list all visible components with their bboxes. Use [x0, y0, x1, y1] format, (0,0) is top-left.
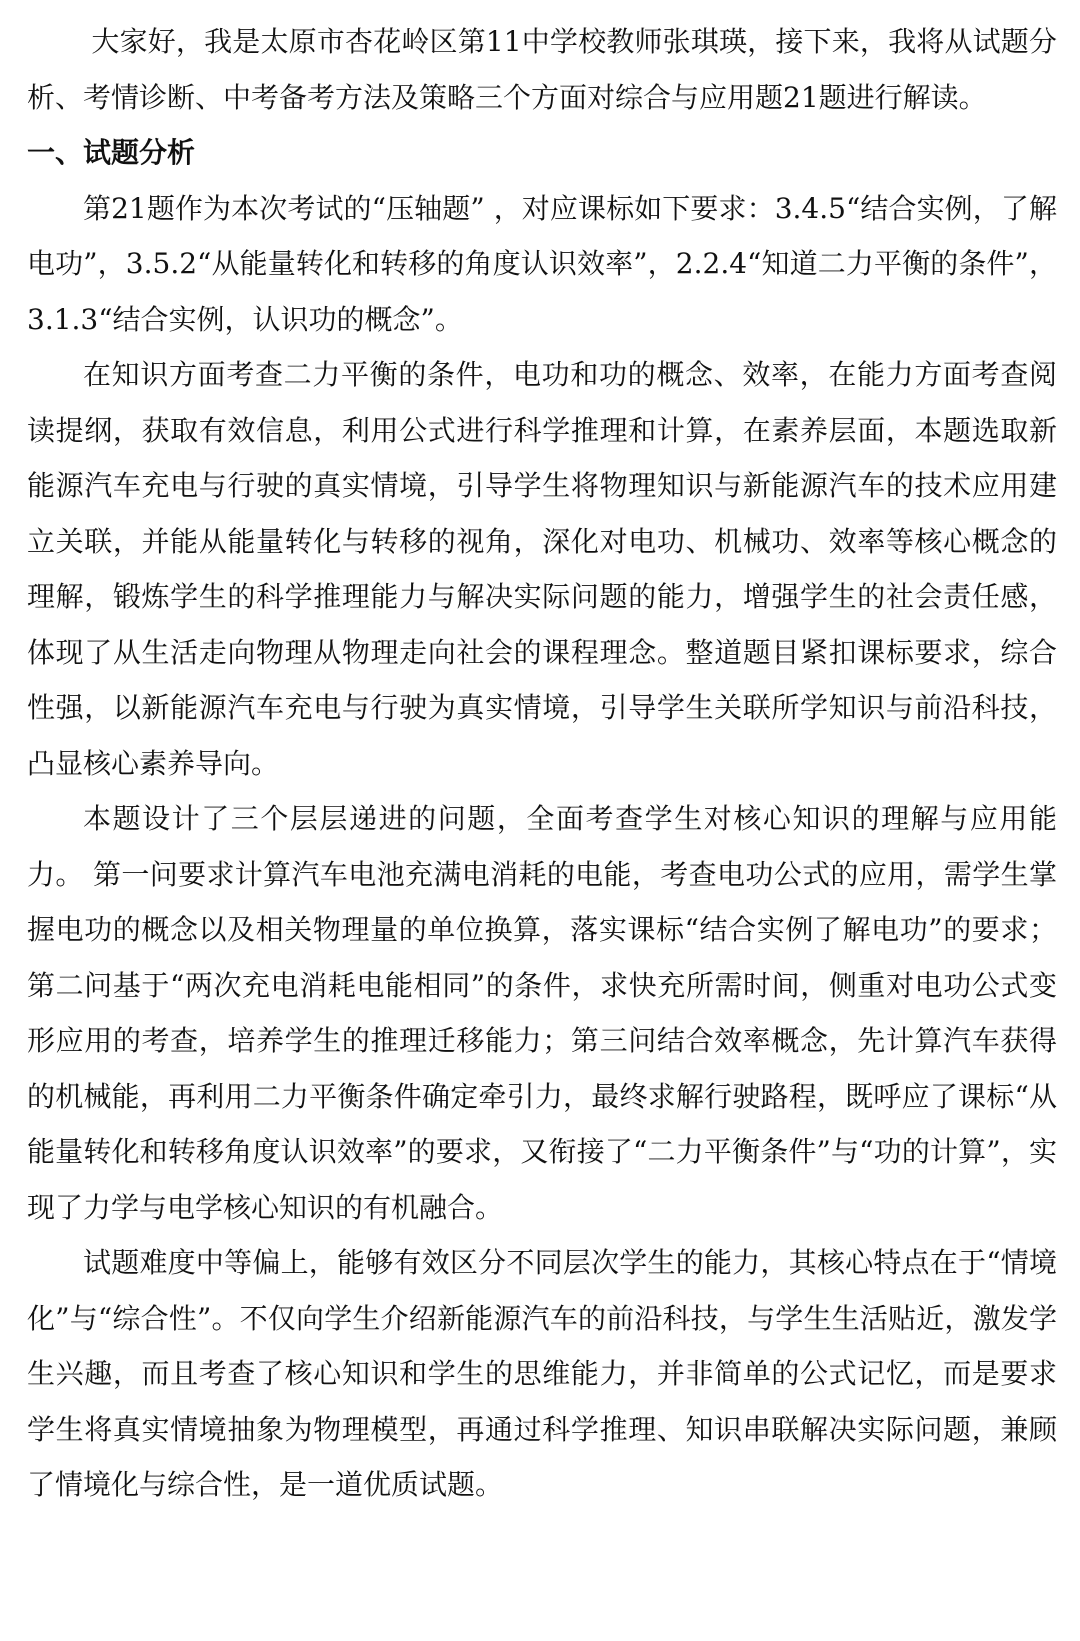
paragraph-questions: 本题设计了三个层层递进的问题，全面考查学生对核心知识的理解与应用能力。 第一问要求计算汽车电池充满电消耗的电能，考查电功公式的应用，需学生掌握电功的概念以及相关物理量的单位换算，落实课标“结合实例了解电功”的要求；第二问基于“两次充电消耗电能相同”的条件，求快充所需时间，侧重对电功公式变形应用的考查，培养学生的推理迁移能力；第三问结合效率概念，先计算汽车获得的机械能，再利用二力平衡条件确定牵引力，最终求解行驶路程，既呼应了课标“从能量转化和转移角度认识效率”的要求，又衔接了“二力平衡条件”与“功的计算”，实现了力学与电学核心知识的有机融合。	[27, 802, 1057, 1224]
intro-paragraph: 大家好，我是太原市杏花岭区第11中学校教师张琪瑛，接下来，我将从试题分析、考情诊断、中考备考方法及策略三个方面对综合与应用题21题进行解读。	[27, 25, 1057, 114]
paragraph-knowledge: 在知识方面考查二力平衡的条件，电功和功的概念、效率，在能力方面考查阅读提纲，获取有效信息，利用公式进行科学推理和计算，在素养层面，本题选取新能源汽车充电与行驶的真实情境，引导学生将物理知识与新能源汽车的技术应用建立关联，并能从能量转化与转移的视角，深化对电功、机械功、效率等核心概念的理解，锻炼学生的科学推理能力与解决实际问题的能力，增强学生的社会责任感，体现了从生活走向物理从物理走向社会的课程理念。整道题目紧扣课标要求，综合性强，以新能源汽车充电与行驶为真实情境，引导学生关联所学知识与前沿科技，凸显核心素养导向。	[27, 358, 1057, 780]
paragraph-difficulty: 试题难度中等偏上，能够有效区分不同层次学生的能力，其核心特点在于“情境化”与“综合性”。不仅向学生介绍新能源汽车的前沿科技，与学生生活贴近，激发学生兴趣，而且考查了核心知识和学生的思维能力，并非简单的公式记忆，而是要求学生将真实情境抽象为物理模型，再通过科学推理、知识串联解决实际问题，兼顾了情境化与综合性，是一道优质试题。	[27, 1246, 1057, 1501]
document-body	[27, 14, 1057, 1513]
paragraph-curriculum: 第21题作为本次考试的“压轴题” ，对应课标如下要求：3.4.5“结合实例，了解电功”，3.5.2“从能量转化和转移的角度认识效率”，2.2.4“知道二力平衡的条件”，3.1.3“结合实例，认识功的概念”。	[27, 191, 1057, 336]
section-heading-analysis: 一、试题分析	[27, 136, 196, 169]
